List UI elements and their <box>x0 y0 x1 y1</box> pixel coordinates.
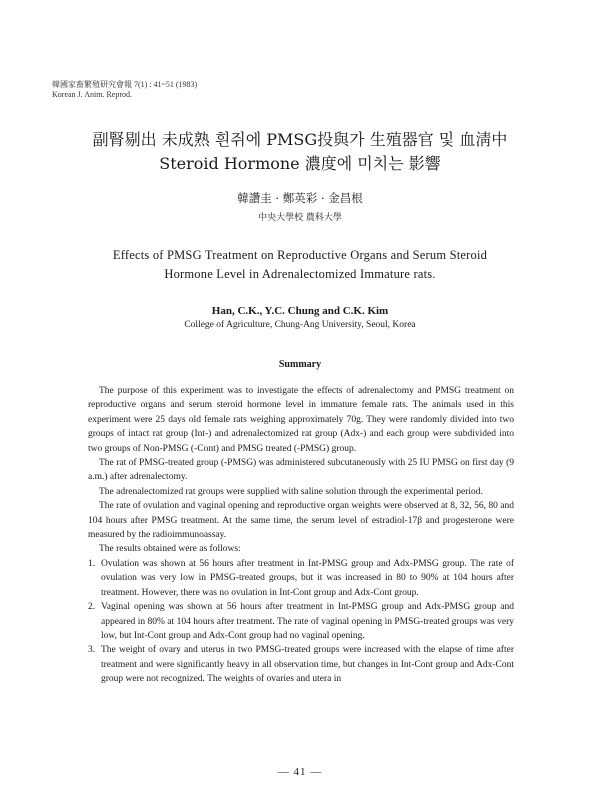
journal-reference-line-2: Korean J. Anim. Reprod. <box>52 90 132 99</box>
summary-paragraph: The purpose of this experiment was to investigate the effects of adrenalectomy and PMSG treatment on reproductive organs and serum steroid hormone level in immature female rats. The animals used in this experiment were 25 days old female rats weighing approximately 70g. They were randomly divided into two groups of intact rat group (Int-) and adrenalectomized rat group (Adx-) and each group were subdivided into two groups of Non-PMSG (-Cont) and PMSG treated (-PMSG) group. <box>88 386 514 454</box>
journal-reference-line-1: 韓國家畜繁殖研究會報 7(1) : 41~51 (1983) <box>52 80 198 89</box>
summary-paragraph: The results obtained were as follows: <box>99 544 241 555</box>
summary-body <box>88 384 514 687</box>
korean-title-line-2: Steroid Hormone 濃度에 미치는 影響 <box>159 154 441 173</box>
summary-paragraph: The rat of PMSG-treated group (-PMSG) was administered subcutaneously with 25 IU PMSG on first day (9 a.m.) after adrenalectomy. <box>88 458 514 483</box>
english-title-line-2: Hormone Level in Adrenalectomized Immature rats. <box>164 267 436 281</box>
result-item <box>88 557 514 600</box>
result-number: 2. <box>88 602 96 613</box>
result-text: Ovulation was shown at 56 hours after treatment in Int-PMSG group and Adx-PMSG group. The rate of ovulation was very low in PMSG-treated groups, but it was increased in 80 to 90% at 104 hours after treatment. However, there was no ovulation in Int-Cont group and Adx-Cont group. <box>101 558 514 598</box>
korean-authors: 韓讚圭 · 鄭英彩 · 金昌根 <box>237 191 363 205</box>
result-item <box>88 643 514 686</box>
summary-heading: Summary <box>278 359 322 370</box>
korean-affiliation: 中央大學校 農科大學 <box>258 213 342 223</box>
result-item <box>88 600 514 643</box>
english-authors: Han, C.K., Y.C. Chung and C.K. Kim <box>211 305 389 317</box>
english-title <box>0 246 600 284</box>
english-affiliation: College of Agriculture, Chung-Ang University, Seoul, Korea <box>184 320 416 330</box>
korean-title <box>0 128 600 176</box>
english-title-line-1: Effects of PMSG Treatment on Reproductive Organs and Serum Steroid <box>112 248 488 262</box>
journal-reference <box>52 80 197 100</box>
result-text: Vaginal opening was shown at 56 hours after treatment in Int-PMSG group and Adx-PMSG group and appeared in 80% at 104 hours after treatment. The rate of vaginal opening in PMSG-treated groups was very low, but Int-Cont group and Adx-Cont group had no vaginal opening. <box>101 602 514 641</box>
page-number: — 41 — <box>277 766 323 778</box>
korean-title-line-1: 副腎剔出 未成熟 흰쥐에 PMSG投與가 生殖器官 및 血淸中 <box>92 130 508 149</box>
result-number: 1. <box>88 558 96 569</box>
result-text: The weight of ovary and uterus in two PMSG-treated groups were increased with the elapse of time after treatment and were significantly heavy in all observation time, but changes in Int-Cont group and Adx-Cont group were not recognized. The weights of ovaries and utera in <box>101 645 514 685</box>
summary-paragraph: The adrenalectomized rat groups were supplied with saline solution through the experimental period. <box>99 486 483 497</box>
result-number: 3. <box>88 645 96 656</box>
summary-paragraph: The rate of ovulation and vaginal opening and reproductive organ weights were observed at 8, 32, 56, 80 and 104 hours after PMSG treatment. At the same time, the serum level of estradiol-17β and progesterone were measured by the radioimmunoassay. <box>88 501 514 541</box>
